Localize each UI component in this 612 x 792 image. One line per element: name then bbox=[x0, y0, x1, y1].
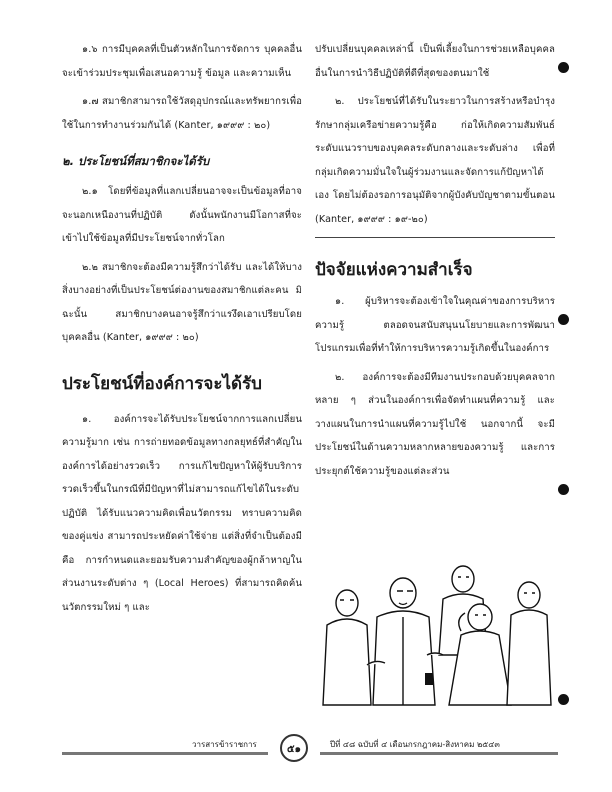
paragraph-1-6: ๑.๖ การมีบุคคลที่เป็นตัวหลักในการจัดการ บุคคลอื่นจะเข้าร่วมประชุมเพื่อเสนอความรู้ ข้อมูล และความเห็น bbox=[62, 44, 302, 79]
footer-rule-right bbox=[320, 752, 558, 755]
heading-organization-benefits: ประโยชน์ที่องค์การจะได้รับ bbox=[62, 373, 262, 394]
section-divider bbox=[315, 237, 555, 238]
paragraph-2-2: ๒.๒ สมาชิกจะต้องมีความรู้สึกว่าได้รับ และได้ให้บางสิ่งบางอย่างที่เป็นประโยชน์ต่องานของสมาชิกแต่ละคน มิฉะนั้น สมาชิกบางคนอาจรู้สึกว่าแรงึดเอาเปรียบโดยบุคคลอื่น (Kanter, ๑๙๙๙ : ๒๐) bbox=[62, 261, 302, 343]
left-column bbox=[62, 38, 302, 624]
heading-success-factors: ปัจจัยแห่งความสำเร็จ bbox=[315, 260, 473, 280]
office-workers-illustration bbox=[315, 555, 555, 715]
margin-dot-icon bbox=[558, 314, 569, 325]
paragraph-2-1: ๒.๑ โดยที่ข้อมูลที่แลกเปลี่ยนอาจจะเป็นข้อมูลที่อาจจะนอกเหนืองานที่ปฏิบัติ ดังนั้นพนักงานมีโอกาสที่จะเข้าไปใช้ข้อมูลที่มีประโยชน์จากทั่วโลก bbox=[62, 186, 302, 244]
paragraph-org-benefit-1: ๑. องค์การจะได้รับประโยชน์จากการแลกเปลี่ยนความรู้มาก เช่น การถ่ายทอดข้อมูลทางกลยุทธ์ที่สำคัญในองค์การได้อย่างรวดเร็ว การแก้ไขปัญหาให้ผู้รับบริการรวดเร็วขึ้นในกรณีที่มีปัญหาที่ไม่สามารถแก้ไขได้ในระดับปฏิบัติ ได้รับแนวความคิดเพื่อนวัตกรรม ทราบความคิดของคู่แข่ง สามารถประหยัดค่าใช้จ่าย แต่สิ่งที่จำเป็นต้องมี คือ การกำหนดและยอมรับความสำคัญของผู้กล้าหาญในส่วนงานระดับต่าง ๆ (Local Heroes) ที่สามารถคิดค้นนวัตกรรมใหม่ ๆ และ bbox=[62, 413, 302, 613]
margin-dot-icon bbox=[558, 62, 569, 73]
footer-journal-name: วารสารข้าราชการ bbox=[192, 740, 257, 749]
paragraph-1-7: ๑.๗ สมาชิกสามารถใช้วัสดุอุปกรณ์และทรัพยากรเพื่อใช้ในการทำงานร่วมกันได้ (Kanter, ๑๙๙๙ : ๒๐) bbox=[62, 96, 302, 131]
right-column bbox=[315, 38, 555, 488]
paragraph-factor-1: ๑. ผู้บริหารจะต้องเข้าใจในคุณค่าของการบริหารความรู้ ตลอดจนสนับสนุนนโยบายและการพัฒนาโปรแกรมเพื่อที่ทำให้การบริหารความรู้เกิดขึ้นในองค์การ bbox=[315, 296, 555, 354]
footer-rule-left bbox=[62, 752, 268, 755]
margin-dot-icon bbox=[558, 484, 569, 495]
page-footer bbox=[62, 734, 562, 764]
subheading-member-benefits: ๒. ประโยชน์ที่สมาชิกจะได้รับ bbox=[62, 154, 210, 168]
paragraph-factor-2: ๒. องค์การจะต้องมีทีมงานประกอบด้วยบุคคลจากหลาย ๆ ส่วนในองค์การเพื่อจัดทำแผนที่ความรู้ และวางแผนในการนำแผนที่ความรู้ไปใช้ นอกจากนี้ จะมีประโยชน์ในด้านความหลากหลายของความรู้ และการประยุกต์ใช้ความรู้ของแต่ละส่วน bbox=[315, 371, 555, 477]
footer-issue-info: ปีที่ ๔๘ ฉบับที่ ๔ เดือนกรกฎาคม-สิงหาคม ๒๕๔๓ bbox=[330, 740, 500, 749]
paragraph-org-benefit-2: ๒. ประโยชน์ที่ได้รับในระยาวในการสร้างหรือบำรุงรักษากลุ่มเครือข่ายความรู้คือ ก่อให้เกิดความสัมพันธ์ระดับแนวราบของบุคคลระดับกลางและระดับล่าง เพื่อที่กลุ่มเกิดความมั่นใจในผู้ร่วมงานและจัดการแก้ปัญหาได้เอง โดยไม่ต้องรอการอนุมัติจากผู้บังคับบัญชาตามขั้นตอน (Kanter, ๑๙๙๙ : ๑๙-๒๐) bbox=[315, 96, 555, 225]
margin-dot-icon bbox=[558, 694, 569, 705]
paragraph-continued: ปรับเปลี่ยนบุคคลเหล่านี้ เป็นพี่เลี้ยงในการช่วยเหลือบุคคลอื่นในการนำวิธีปฏิบัติที่ดีที่สุดของตนมาใช้ bbox=[315, 44, 555, 79]
page-number-badge: ๕๑ bbox=[280, 734, 308, 762]
